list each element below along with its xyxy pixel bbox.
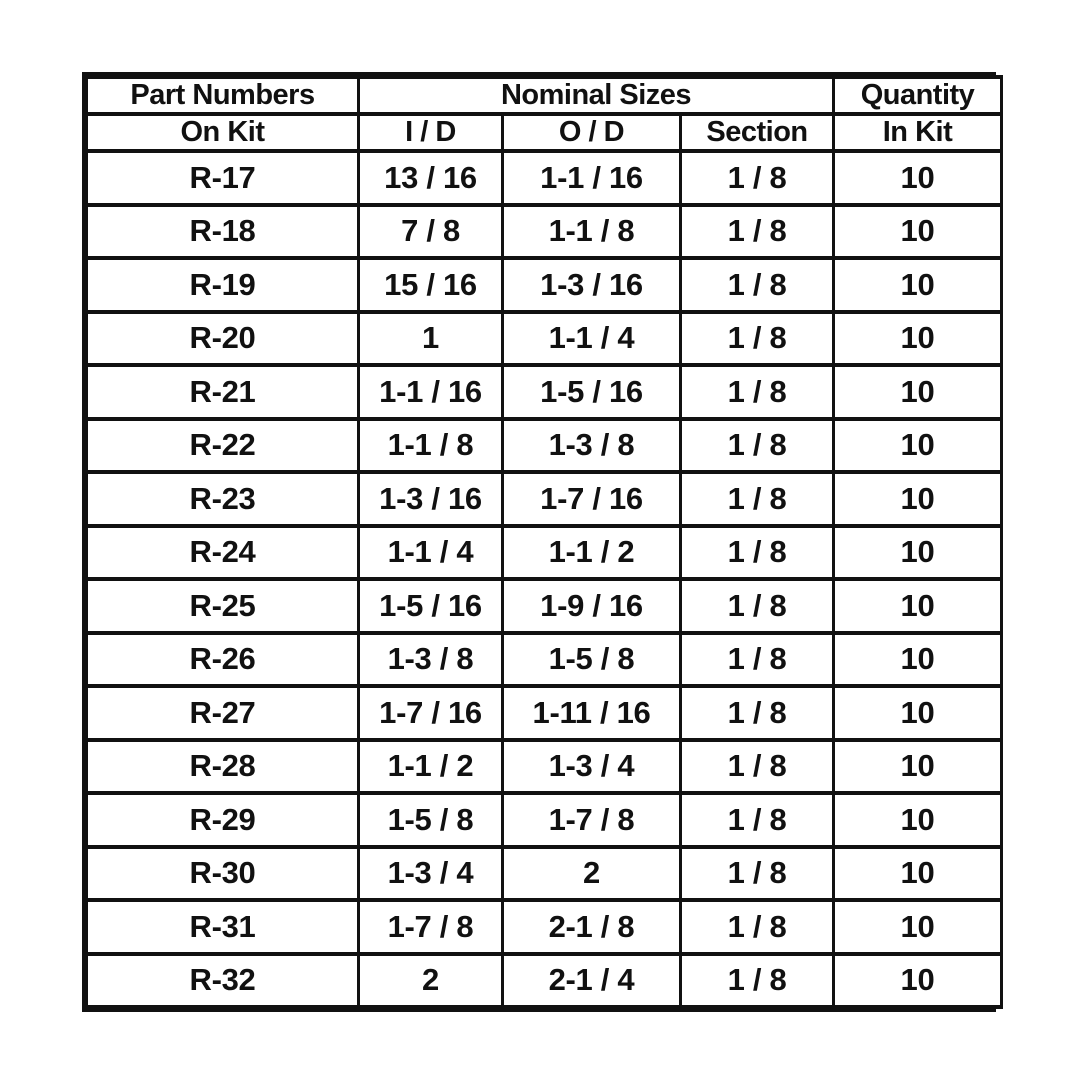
cell-part-number: R-25 <box>88 581 357 631</box>
cell-outer-diameter: 1-7 / 8 <box>504 795 679 845</box>
cell-section: 1 / 8 <box>682 635 832 685</box>
table-row <box>88 528 1000 578</box>
table-row <box>88 795 1000 845</box>
cell-outer-diameter: 1-11 / 16 <box>504 688 679 738</box>
cell-inner-diameter: 1-3 / 8 <box>360 635 501 685</box>
cell-part-number: R-21 <box>88 367 357 417</box>
cell-inner-diameter: 1-7 / 16 <box>360 688 501 738</box>
cell-outer-diameter: 1-1 / 16 <box>504 153 679 203</box>
cell-inner-diameter: 1-1 / 16 <box>360 367 501 417</box>
cell-outer-diameter: 1-1 / 4 <box>504 314 679 364</box>
header-nominal-sizes: Nominal Sizes <box>360 79 832 112</box>
kit-table-sheet <box>82 72 996 1012</box>
cell-quantity: 10 <box>835 474 1000 524</box>
cell-outer-diameter: 1-5 / 16 <box>504 367 679 417</box>
cell-quantity: 10 <box>835 902 1000 952</box>
table-row <box>88 474 1000 524</box>
cell-part-number: R-28 <box>88 742 357 792</box>
cell-part-number: R-30 <box>88 849 357 899</box>
cell-section: 1 / 8 <box>682 956 832 1006</box>
cell-quantity: 10 <box>835 688 1000 738</box>
header-quantity: Quantity <box>835 79 1000 112</box>
header-in-kit: In Kit <box>835 116 1000 149</box>
cell-outer-diameter: 1-5 / 8 <box>504 635 679 685</box>
cell-section: 1 / 8 <box>682 421 832 471</box>
header-section: Section <box>682 116 832 149</box>
cell-inner-diameter: 2 <box>360 956 501 1006</box>
cell-inner-diameter: 1-5 / 8 <box>360 795 501 845</box>
cell-section: 1 / 8 <box>682 474 832 524</box>
cell-quantity: 10 <box>835 314 1000 364</box>
cell-part-number: R-31 <box>88 902 357 952</box>
cell-inner-diameter: 1-7 / 8 <box>360 902 501 952</box>
cell-inner-diameter: 1-3 / 16 <box>360 474 501 524</box>
cell-quantity: 10 <box>835 795 1000 845</box>
table-body <box>88 153 1000 1005</box>
cell-part-number: R-32 <box>88 956 357 1006</box>
cell-quantity: 10 <box>835 421 1000 471</box>
table-row <box>88 688 1000 738</box>
table-row <box>88 581 1000 631</box>
cell-section: 1 / 8 <box>682 742 832 792</box>
cell-outer-diameter: 1-3 / 8 <box>504 421 679 471</box>
table-row <box>88 367 1000 417</box>
table-row <box>88 421 1000 471</box>
table-row <box>88 956 1000 1006</box>
cell-section: 1 / 8 <box>682 367 832 417</box>
cell-part-number: R-19 <box>88 260 357 310</box>
cell-section: 1 / 8 <box>682 260 832 310</box>
header-od: O / D <box>504 116 679 149</box>
cell-outer-diameter: 2 <box>504 849 679 899</box>
header-id: I / D <box>360 116 501 149</box>
cell-part-number: R-27 <box>88 688 357 738</box>
cell-section: 1 / 8 <box>682 581 832 631</box>
cell-quantity: 10 <box>835 956 1000 1006</box>
cell-section: 1 / 8 <box>682 314 832 364</box>
table-row <box>88 207 1000 257</box>
cell-section: 1 / 8 <box>682 902 832 952</box>
cell-quantity: 10 <box>835 260 1000 310</box>
cell-section: 1 / 8 <box>682 528 832 578</box>
cell-quantity: 10 <box>835 581 1000 631</box>
table-row <box>88 635 1000 685</box>
cell-quantity: 10 <box>835 528 1000 578</box>
cell-inner-diameter: 1 <box>360 314 501 364</box>
cell-quantity: 10 <box>835 367 1000 417</box>
cell-part-number: R-22 <box>88 421 357 471</box>
table-row <box>88 153 1000 203</box>
cell-inner-diameter: 1-1 / 8 <box>360 421 501 471</box>
cell-outer-diameter: 1-3 / 4 <box>504 742 679 792</box>
cell-outer-diameter: 1-7 / 16 <box>504 474 679 524</box>
cell-quantity: 10 <box>835 742 1000 792</box>
cell-quantity: 10 <box>835 153 1000 203</box>
cell-outer-diameter: 1-1 / 2 <box>504 528 679 578</box>
header-on-kit: On Kit <box>88 116 357 149</box>
cell-part-number: R-18 <box>88 207 357 257</box>
header-part-numbers: Part Numbers <box>88 79 357 112</box>
table-row <box>88 849 1000 899</box>
cell-inner-diameter: 1-1 / 2 <box>360 742 501 792</box>
header-row-2 <box>88 116 1000 149</box>
cell-inner-diameter: 1-1 / 4 <box>360 528 501 578</box>
cell-section: 1 / 8 <box>682 849 832 899</box>
table-row <box>88 902 1000 952</box>
cell-part-number: R-26 <box>88 635 357 685</box>
cell-inner-diameter: 1-3 / 4 <box>360 849 501 899</box>
cell-section: 1 / 8 <box>682 795 832 845</box>
table-row <box>88 742 1000 792</box>
table-row <box>88 260 1000 310</box>
cell-inner-diameter: 1-5 / 16 <box>360 581 501 631</box>
cell-inner-diameter: 13 / 16 <box>360 153 501 203</box>
cell-outer-diameter: 2-1 / 8 <box>504 902 679 952</box>
cell-section: 1 / 8 <box>682 207 832 257</box>
cell-part-number: R-20 <box>88 314 357 364</box>
cell-quantity: 10 <box>835 207 1000 257</box>
header-row-1 <box>88 79 1000 112</box>
cell-section: 1 / 8 <box>682 153 832 203</box>
cell-outer-diameter: 1-3 / 16 <box>504 260 679 310</box>
cell-part-number: R-17 <box>88 153 357 203</box>
cell-part-number: R-24 <box>88 528 357 578</box>
cell-outer-diameter: 2-1 / 4 <box>504 956 679 1006</box>
kit-table <box>85 75 1003 1009</box>
cell-outer-diameter: 1-9 / 16 <box>504 581 679 631</box>
cell-outer-diameter: 1-1 / 8 <box>504 207 679 257</box>
table-row <box>88 314 1000 364</box>
cell-section: 1 / 8 <box>682 688 832 738</box>
cell-part-number: R-23 <box>88 474 357 524</box>
cell-quantity: 10 <box>835 635 1000 685</box>
cell-inner-diameter: 15 / 16 <box>360 260 501 310</box>
cell-part-number: R-29 <box>88 795 357 845</box>
cell-quantity: 10 <box>835 849 1000 899</box>
cell-inner-diameter: 7 / 8 <box>360 207 501 257</box>
